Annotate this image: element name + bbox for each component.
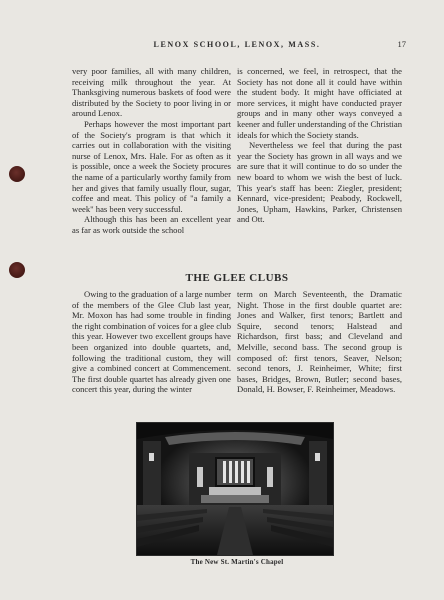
text-column-top-left bbox=[72, 66, 231, 236]
paragraph: Owing to the graduation of a large number of the members of the Glee Club last year, Mr. Moxon has had some trouble in finding the right combination of voices for a glee club this year. However two excellent groups have been organized into double quartets, and, following the traditional custom, they will give a combined concert at Commencement. The first double quartet has already given one concert this year, during the winter bbox=[72, 289, 231, 395]
text-column-top-right bbox=[237, 66, 402, 225]
paragraph: very poor families, all with many children, receiving milk throughout the year. At Thanksgiving numerous baskets of food were distributed by the Society to poor living in or around Lenox. bbox=[72, 66, 231, 119]
binder-hole-upper bbox=[9, 166, 25, 182]
text-column-bottom-right bbox=[237, 289, 402, 395]
paragraph: Although this has been an excellent year as far as work outside the school bbox=[72, 214, 231, 235]
page-number: 17 bbox=[397, 39, 406, 49]
header-title: LENOX SCHOOL, LENOX, MASS. bbox=[153, 40, 321, 49]
section-title: THE GLEE CLUBS bbox=[185, 272, 289, 284]
chapel-photograph bbox=[136, 422, 334, 556]
paragraph: Perhaps however the most important part of the Society's program is that which it carries out in collaboration with the visiting nurse of Lenox, Mrs. Hale. For as often as it is possible, once a week the Society procures the name of a particularly worthy family from her and gives that family usually flour, sugar, coffee and meat. This policy of "a family a week" has been very successful. bbox=[72, 118, 231, 214]
paragraph: term on March Seventeenth, the Dramatic Night. Those in the first double quartet are: Jones and Walker, first tenors; Bartlett and Squire, second tenors; Halstead and Richardson, first bass; and Cleveland and Melville, second bass. The second group is composed of: first tenors, Seaver, Nelson; second tenors, J. Reinheimer, White; first bases, Bridges, Brown, Butler; second bases, Donald, H. Bowser, F. Reinheimer, Meadows. bbox=[237, 289, 402, 395]
photo-caption: The New St. Martin's Chapel bbox=[190, 558, 284, 566]
paragraph: Nevertheless we feel that during the past year the Society has grown in all ways and we are sure that it will continue to do so under the new board to whom we wish the best of luck. This year's staff has been: Ziegler, president; Kennard, vice-president; Peabody, Rockwell, Jones, Upham, Hawkins, Parker, Christensen and Ott. bbox=[237, 140, 402, 225]
running-header bbox=[72, 39, 406, 49]
paragraph: is concerned, we feel, in retrospect, that the Society has not done all it could have within the student body. It might have officiated at more services, it might have conducted prayer groups and in many other ways conveyed a keener and fuller understanding of the Christian ideals for which the Society stands. bbox=[237, 66, 402, 140]
binder-hole-lower bbox=[9, 262, 25, 278]
text-column-bottom-left bbox=[72, 289, 231, 395]
